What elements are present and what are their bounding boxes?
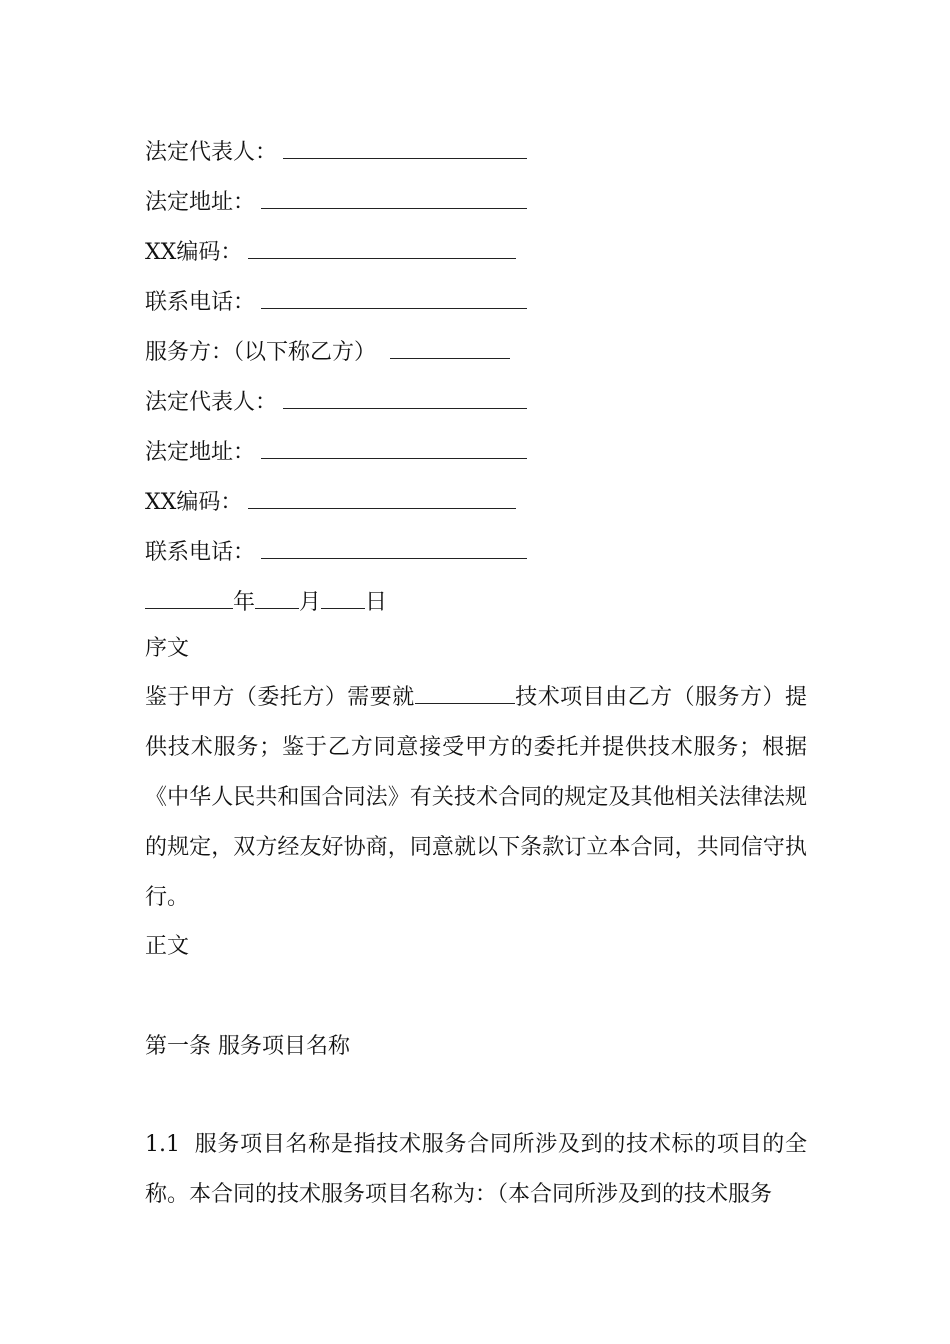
party-b-legal-rep-label: 法定代表人： bbox=[145, 390, 278, 415]
preface-project-blank[interactable] bbox=[415, 681, 515, 704]
month-label: 月 bbox=[299, 590, 322, 615]
party-a-address-label: 法定地址： bbox=[145, 190, 256, 215]
party-a-phone-row bbox=[145, 286, 527, 318]
party-a-code-blank[interactable] bbox=[248, 236, 516, 259]
party-a-code-label: 编码： bbox=[176, 240, 243, 265]
party-b-phone-row bbox=[145, 536, 527, 568]
party-b-address-row bbox=[145, 436, 527, 468]
party-b-name-blank[interactable] bbox=[390, 336, 510, 359]
day-blank[interactable] bbox=[321, 586, 365, 609]
party-b-legal-rep-row bbox=[145, 386, 527, 418]
party-a-code-prefix: XX bbox=[145, 240, 177, 265]
preface-paragraph bbox=[145, 673, 807, 923]
party-a-legal-rep-label: 法定代表人： bbox=[145, 140, 278, 165]
party-b-service-row bbox=[145, 336, 510, 368]
clause-1-1-text: 服务项目名称是指技术服务合同所涉及到的技术标的项目的全称。本合同的技术服务项目名称为：（本合同所涉及到的技术服务 bbox=[145, 1132, 807, 1207]
party-a-phone-blank[interactable] bbox=[261, 286, 527, 309]
year-blank[interactable] bbox=[145, 586, 233, 609]
party-a-code-row bbox=[145, 236, 516, 268]
body-heading: 正文 bbox=[145, 934, 190, 959]
month-blank[interactable] bbox=[255, 586, 299, 609]
clause-1-1 bbox=[145, 1120, 807, 1220]
preface-heading: 序文 bbox=[145, 636, 190, 661]
year-label: 年 bbox=[233, 590, 256, 615]
party-a-legal-rep-row bbox=[145, 136, 527, 168]
party-a-address-blank[interactable] bbox=[261, 186, 527, 209]
date-row bbox=[145, 586, 387, 618]
party-b-code-prefix: XX bbox=[145, 490, 177, 515]
party-b-code-blank[interactable] bbox=[248, 486, 516, 509]
party-b-address-blank[interactable] bbox=[261, 436, 527, 459]
day-label: 日 bbox=[365, 590, 388, 615]
party-b-code-label: 编码： bbox=[176, 490, 243, 515]
party-b-legal-rep-blank[interactable] bbox=[283, 386, 527, 409]
preface-text-after: 技术项目由乙方（服务方）提供技术服务；鉴于乙方同意接受甲方的委托并提供技术服务；根据《中华人民共和国合同法》有关技术合同的规定及其他相关法律法规的规定，双方经友好协商，同意就以下条款订立本合同，共同信守执行。 bbox=[145, 685, 807, 910]
party-b-service-label: 服务方：（以下称乙方） bbox=[145, 340, 377, 365]
party-a-legal-rep-blank[interactable] bbox=[283, 136, 527, 159]
clause-1-1-number: 1.1 bbox=[145, 1132, 180, 1157]
article-1-title: 第一条 服务项目名称 bbox=[145, 1034, 350, 1059]
party-b-address-label: 法定地址： bbox=[145, 440, 256, 465]
party-a-phone-label: 联系电话： bbox=[145, 290, 256, 315]
preface-text-before: 鉴于甲方（委托方）需要就 bbox=[145, 685, 415, 710]
party-a-address-row bbox=[145, 186, 527, 218]
party-b-phone-label: 联系电话： bbox=[145, 540, 256, 565]
party-b-phone-blank[interactable] bbox=[261, 536, 527, 559]
party-b-code-row bbox=[145, 486, 516, 518]
